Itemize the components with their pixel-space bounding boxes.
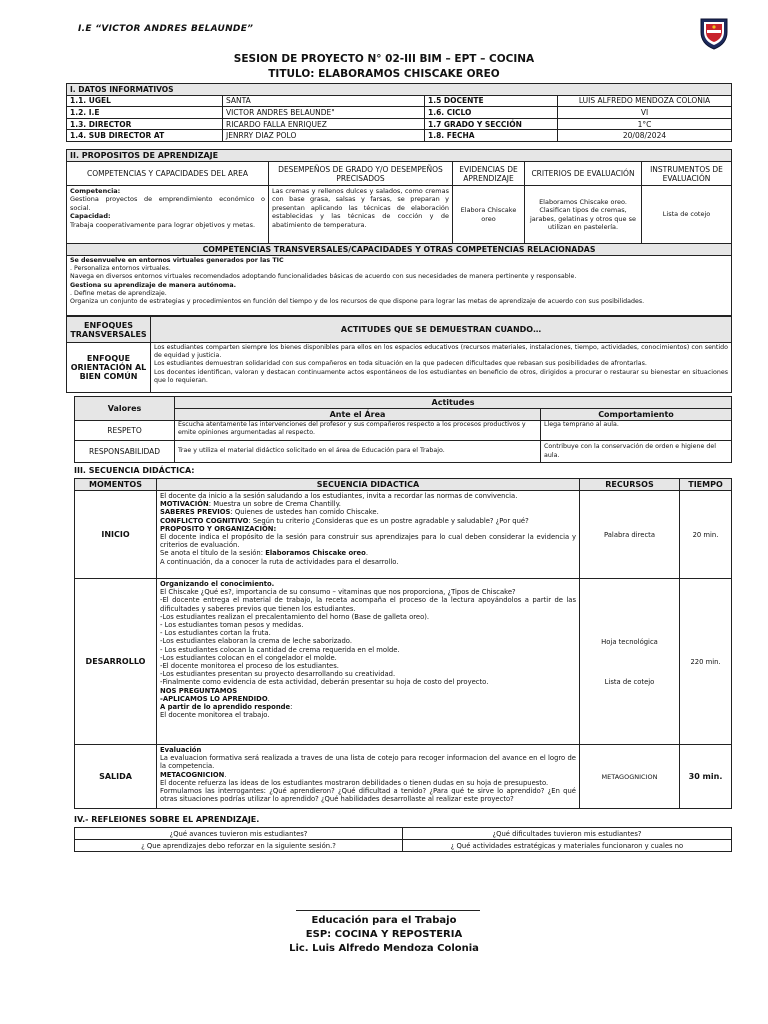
- school-crest-icon: [698, 16, 730, 50]
- table-row: [75, 491, 732, 579]
- desarrollo-line: - Los estudiantes cortan la fruta.: [160, 629, 271, 638]
- col-header-momentos: MOMENTOS: [75, 479, 157, 491]
- label-cell: 1.7 GRADO Y SECCIÓN: [425, 118, 558, 130]
- table-row: [67, 95, 732, 107]
- col-header-desempenos: DESEMPEÑOS DE GRADO Y/O DESEMPEÑOS PRECISADOS: [269, 162, 453, 186]
- transversal-heading: COMPETENCIAS TRANSVERSALES/CAPACIDADES Y OTRAS COMPETENCIAS RELACIONADAS: [67, 244, 732, 256]
- desarrollo-tiempo: 220 min.: [680, 579, 732, 745]
- inicio-line: [160, 517, 576, 525]
- table-row: [75, 828, 732, 840]
- inicio-text: Se anota el título de la sesión:: [160, 549, 266, 558]
- transversal-cell: [67, 256, 732, 316]
- capacidad-text: Trabaja cooperativamente para lograr objetivos y metas.: [70, 220, 256, 229]
- inicio-label: CONFLICTO COGNITIVO: [160, 516, 249, 525]
- momento-salida: SALIDA: [75, 745, 157, 809]
- salida-recurso: METAGOGNICION: [580, 745, 680, 809]
- enfoques-table: [66, 316, 732, 393]
- col-header-instrumentos: INSTRUMENTOS DE EVALUACIÓN: [642, 162, 732, 186]
- transversal-cap-1b: Navega en diversos entornos virtuales recomendados adoptando funcionalidades básicas de acuerdo con sus necesidades de manera pertinente y responsable.: [70, 273, 577, 281]
- criterio-cell: Elaboramos Chiscake oreo. Clasifican tipos de cremas, jarabes, gelatinas y otros que se utilizan en pastelería.: [525, 186, 642, 244]
- desarrollo-line: [160, 695, 576, 703]
- inicio-tiempo: 20 min.: [680, 491, 732, 579]
- value-cell: LUIS ALFREDO MENDOZA COLONIA: [558, 95, 732, 107]
- inicio-secuencia: [157, 491, 580, 579]
- enfoque-paragraph: Los estudiantes demuestran solidaridad con sus compañeros en toda situación en la que padecen dificultades que rebasan sus posibilidades de afrontarlas.: [154, 360, 647, 368]
- inicio-label: Elaboramos Chiscake oreo: [265, 549, 366, 558]
- salida-text: .: [224, 770, 227, 779]
- reflexiones-table: [74, 827, 732, 852]
- enfoque-name: ENFOQUE ORIENTACIÓN AL BIEN COMÚN: [67, 343, 151, 393]
- inicio-line: A continuación, da a conocer la ruta de actividades para el desarrollo.: [160, 557, 399, 566]
- desarrollo-recursos: [580, 579, 680, 745]
- desarrollo-label: -APLICAMOS LO APRENDIDO: [160, 694, 268, 703]
- value-cell: RICARDO FALLA ENRIQUEZ: [223, 118, 425, 130]
- reflexion-question: ¿Qué avances tuvieron mis estudiantes?: [75, 828, 403, 840]
- desarrollo-line: -Los estudiantes colocan en el congelador el molde.: [160, 653, 337, 662]
- datos-informativos-table: [66, 83, 732, 142]
- inicio-text: : Según tu criterio ¿Consideras que es un postre agradable y saludable? ¿Por qué?: [248, 516, 529, 525]
- salida-line: El docente refuerza las ideas de los estudiantes mostraron debilidades o tienen dudas en su hoja de presupuesto.: [160, 778, 549, 787]
- desarrollo-line: El docente monitorea el trabajo.: [160, 711, 270, 720]
- reflexion-question: ¿Qué dificultades tuvieron mis estudiantes?: [403, 828, 732, 840]
- inicio-label: SABERES PREVIOS: [160, 508, 231, 517]
- inicio-text: : Quienes de ustedes han comido Chiscake.: [230, 508, 379, 517]
- enfoque-actitudes: [151, 343, 732, 393]
- desarrollo-line: El Chiscake ¿Qué es?, importancia de su consumo – vitaminas que nos proporciona, ¿Tipos de Chiscake?: [160, 588, 516, 597]
- col-header-enfoques: ENFOQUES TRANSVERSALES: [67, 317, 151, 343]
- table-row: [75, 840, 732, 852]
- transversal-cap-2b: Organiza un conjunto de estrategias y procedimientos en función del tiempo y de los recursos de que dispone para lograr las metas de aprendizaje de acuerdo con sus posibilidades.: [70, 298, 645, 306]
- inicio-line: El docente da inicio a la sesión saludando a los estudiantes, invita a recordar las normas de convivencia.: [160, 492, 518, 500]
- inicio-line: [160, 500, 576, 508]
- desarrollo-line: - Los estudiantes toman pesos y medidas.: [160, 621, 304, 630]
- propositos-table: [66, 149, 732, 316]
- value-cell: SANTA: [223, 95, 425, 107]
- label-cell: 1.2. I.E: [67, 107, 223, 119]
- desarrollo-text: :: [290, 703, 293, 712]
- salida-line: Evaluación: [160, 746, 202, 754]
- propositos-heading: II. PROPOSITOS DE APRENDIZAJE: [67, 150, 732, 162]
- col-header-actitudes: ACTITUDES QUE SE DEMUESTRAN CUANDO…: [151, 317, 732, 343]
- session-subtitle: TITULO: ELABORAMOS CHISCAKE OREO: [268, 68, 500, 80]
- reflexiones-heading: IV.- REFLEIONES SOBRE EL APRENDIZAJE.: [74, 815, 260, 824]
- inicio-line: El docente indica el propósito de la sesión para construir sus aprendizajes para lo cual deben considerar la evidencia y criterios de evaluación.: [160, 533, 576, 550]
- transversal-comp-2: Gestiona su aprendizaje de manera autónoma.: [70, 281, 237, 289]
- col-header-recursos: RECURSOS: [580, 479, 680, 491]
- school-name: I.E “VICTOR ANDRES BELAUNDE”: [78, 24, 254, 34]
- desarrollo-line: - Los estudiantes colocan la cantidad de crema requerida en el molde.: [160, 645, 400, 654]
- desarrollo-line: -Los estudiantes elaboran la crema de leche saborizado.: [160, 637, 352, 646]
- table-row: [75, 441, 732, 463]
- label-cell: 1.3. DIRECTOR: [67, 118, 223, 130]
- salida-tiempo: 30 min.: [680, 745, 732, 809]
- col-header-criterios: CRITERIOS DE EVALUACIÓN: [525, 162, 642, 186]
- momento-desarrollo: DESARROLLO: [75, 579, 157, 745]
- table-row: [75, 579, 732, 745]
- signature-line: [296, 910, 480, 911]
- col-header-evidencias: EVIDENCIAS DE APRENDIZAJE: [453, 162, 525, 186]
- salida-label: METACOGNICION: [160, 770, 225, 779]
- value-cell: JENRRY DIAZ POLO: [223, 130, 425, 142]
- desarrollo-text: .: [267, 694, 270, 703]
- salida-secuencia: [157, 745, 580, 809]
- salida-line: [160, 771, 576, 779]
- secuencia-table: [74, 478, 732, 809]
- col-header-secuencia: SECUENCIA DIDACTICA: [157, 479, 580, 491]
- valores-table: [74, 396, 732, 463]
- inicio-text: : Muestra un sobre de Crema Chantilly.: [208, 500, 341, 509]
- value-cell: VI: [558, 107, 732, 119]
- desempeno-cell: Las cremas y rellenos dulces y salados, como cremas con base grasa, salsas y farsas, se preparan y presentan aplicando las técnicas de elaboración establecidas y las técnicas de cocción y de abatimiento de temperatura.: [269, 186, 453, 244]
- table-row: [67, 130, 732, 142]
- desarrollo-recurso: Hoja tecnológica: [601, 637, 658, 646]
- capacidad-label: Capacidad:: [70, 212, 111, 221]
- desarrollo-line: -El docente entrega el material de trabajo, la receta acompaña el proceso de la lectura apoyándolos a partir de las dificultades y saberes previos que tienen los estudiantes.: [160, 596, 576, 613]
- value-cell: VICTOR ANDRES BELAUNDE": [223, 107, 425, 119]
- inicio-text: .: [365, 549, 368, 558]
- inicio-line: PROPOSITO Y ORGANIZACIÓN:: [160, 524, 277, 533]
- valor-cell: RESPONSABILIDAD: [75, 441, 175, 463]
- col-header-valores: Valores: [75, 397, 175, 421]
- table-row: [67, 118, 732, 130]
- enfoque-paragraph: Los docentes identifican, valoran y destacan continuamente actos espontáneos de los estudiantes en beneficio de otros, dirigidos a procurar o restaurar su bienestar en situaciones que lo requieran.: [154, 368, 728, 384]
- area-cell: Trae y utiliza el material didáctico solicitado en el área de Educación para el Trabajo.: [175, 441, 541, 463]
- transversal-cap-1a: . Personaliza entornos virtuales.: [70, 265, 171, 273]
- col-header-competencias: COMPETENCIAS Y CAPACIDADES DEL AREA: [67, 162, 269, 186]
- inicio-label: MOTIVACIÓN: [160, 500, 209, 509]
- reflexion-question: ¿ Qué actividades estratégicas y materiales funcionaron y cuales no: [403, 840, 732, 852]
- reflexion-question: ¿ Que aprendizajes debo reforzar en la siguiente sesión.?: [75, 840, 403, 852]
- desarrollo-recurso: Lista de cotejo: [604, 677, 655, 686]
- instrumento-cell: Lista de cotejo: [642, 186, 732, 244]
- secuencia-heading: III. SECUENCIA DIDÁCTICA:: [74, 466, 195, 475]
- label-cell: 1.4. SUB DIRECTOR AT: [67, 130, 223, 142]
- transversal-cap-2a: . Define metas de aprendizaje.: [70, 289, 167, 297]
- valor-cell: RESPETO: [75, 421, 175, 441]
- desarrollo-line: Organizando el conocimiento.: [160, 580, 275, 588]
- value-cell: 1°C: [558, 118, 732, 130]
- table-row: [75, 421, 732, 441]
- comportamiento-cell: Llega temprano al aula.: [541, 421, 732, 441]
- desarrollo-line: -Finalmente como evidencia de esta actividad, deberán presentar su hoja de costo del proyecto.: [160, 678, 489, 687]
- area-cell: Escucha atentamente las intervenciones del profesor y sus compañeros respecto a los procesos productivos y emite opiniones argumentadas al respecto.: [175, 421, 541, 441]
- signature-name: Lic. Luis Alfredo Mendoza Colonia: [289, 943, 479, 954]
- salida-line: La evaluacion formativa será realizada a traves de una lista de cotejo para recoger informacion del avance en el logro de la competencia.: [160, 754, 576, 771]
- session-title: SESION DE PROYECTO N° 02-III BIM – EPT – COCINA: [233, 53, 535, 65]
- label-cell: 1.1. UGEL: [67, 95, 223, 107]
- col-header-area: Ante el Área: [175, 409, 541, 421]
- enfoque-paragraph: Los estudiantes comparten siempre los bienes disponibles para ellos en los espacios educativos (recursos materiales, instalaciones, tiempo, actividades, conocimientos) con sentido de equidad y justicia.: [154, 344, 728, 360]
- comportamiento-cell: Contribuye con la conservación de orden e higiene del aula.: [541, 441, 732, 463]
- inicio-line: [160, 508, 576, 516]
- desarrollo-line: -El docente monitorea el proceso de los estudiantes.: [160, 662, 339, 671]
- col-header-tiempo: TIEMPO: [680, 479, 732, 491]
- col-header-comportamiento: Comportamiento: [541, 409, 732, 421]
- datos-heading: I. DATOS INFORMATIVOS: [67, 84, 732, 96]
- signature-specialty: ESP: COCINA Y REPOSTERIA: [305, 929, 463, 940]
- desarrollo-secuencia: [157, 579, 580, 745]
- desarrollo-line: -Los estudiantes presentan su proyecto desarrollando su creatividad.: [160, 670, 396, 679]
- desarrollo-line: NOS PREGUNTAMOS: [160, 686, 238, 695]
- salida-line: Formulamos las interrogantes: ¿Qué aprendieron? ¿Qué dificultad a tenido? ¿Para qué te sirve lo aprendido? ¿En qué otras situaciones podrías utilizar lo aprendido? ¿Qué habilidades desarrollaste al realizar este proyecto?: [160, 787, 576, 804]
- inicio-line: [160, 549, 576, 557]
- desarrollo-line: -Los estudiantes realizan el precalentamiento del horno (Base de galleta oreo).: [160, 612, 430, 621]
- table-row: [75, 745, 732, 809]
- transversal-comp-1: Se desenvuelve en entornos virtuales generados por las TIC: [70, 257, 284, 264]
- desarrollo-label: A partir de lo aprendido responde: [160, 703, 291, 712]
- value-cell: 20/08/2024: [558, 130, 732, 142]
- col-header-actitudes: Actitudes: [175, 397, 732, 409]
- signature-area: Educación para el Trabajo: [311, 915, 457, 926]
- label-cell: 1.5 DOCENTE: [425, 95, 558, 107]
- competencia-text: Gestiona proyectos de emprendimiento económico o social.: [70, 195, 265, 212]
- label-cell: 1.6. CICLO: [425, 107, 558, 119]
- desarrollo-line: [160, 703, 576, 711]
- competencia-cell: [67, 186, 269, 244]
- label-cell: 1.8. FECHA: [425, 130, 558, 142]
- evidencia-cell: Elabora Chiscake oreo: [453, 186, 525, 244]
- table-row: [67, 107, 732, 119]
- competencia-label: Competencia:: [70, 187, 121, 195]
- inicio-recurso: Palabra directa: [580, 491, 680, 579]
- momento-inicio: INICIO: [75, 491, 157, 579]
